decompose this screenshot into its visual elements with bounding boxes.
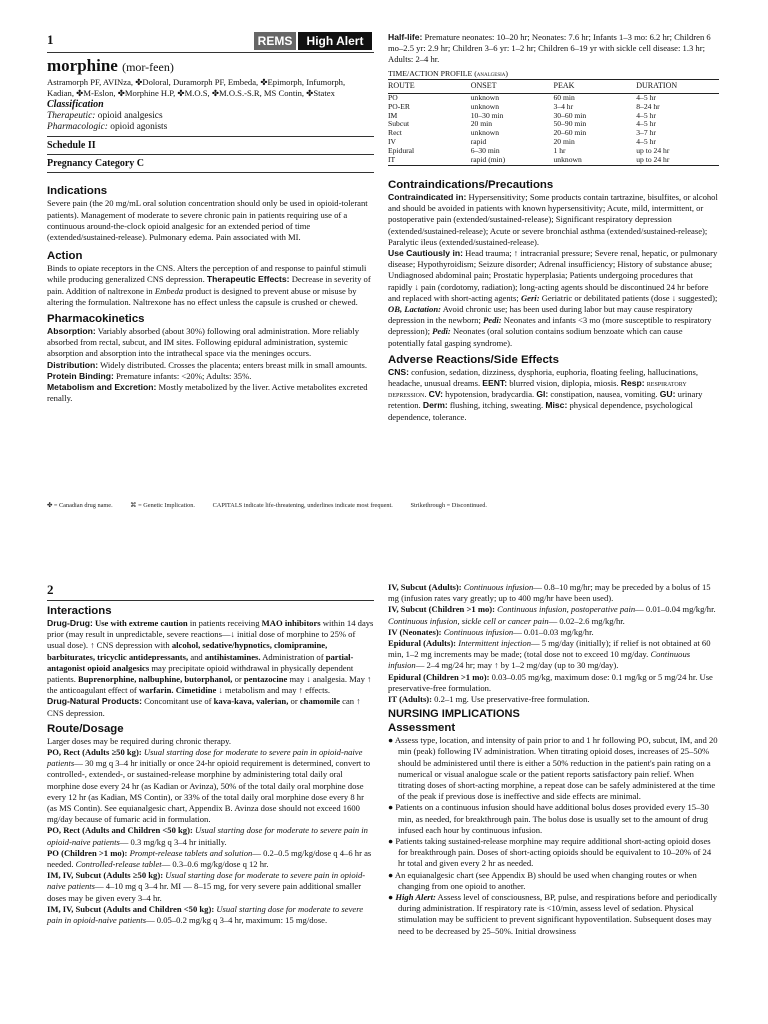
im-iv-subcut-children: IM, IV, Subcut (Adults and Children <50 kg): Usual starting dose for moderate to severe pain in opioid-naive patients— 0.05–0.2 mg/kg q 3–4 hr, maximum: 15 mg/dose. [47,903,364,926]
table-cell: 6–30 min [470,146,500,156]
bullet-icon: ● [388,869,395,880]
epidural-children: Epidural (Children >1 mo): 0.03–0.05 mg/kg, maximum dose: 0.1 mg/kg or 5 mg/24 hr. Use preservative-free formulation. [388,671,713,693]
drug-name: morphine [47,56,118,75]
indications-heading: Indications [47,185,108,198]
pronunciation: (mor-feen) [122,60,174,74]
time-action-table [388,79,719,166]
footnote [47,502,727,509]
brand-names: Astramorph PF, AVINza, ✤Doloral, Duramorph PF, Embeda, ✤Epimorph, Infumorph, Kadian, ✤M-Eslon, ✤Morphine H.P, ✤M.O.S, ✤M.O.S.-S.R, MS Contin, ✤Statex [47,77,346,99]
pregnancy-category: Pregnancy Category C [47,158,145,170]
action-heading: Action [47,250,83,263]
drug-drug: Drug-Drug: Use with extreme caution in patients receiving MAO inhibitors within 14 days prior (may result in unpredictable, severe reactions—↓ initial dose of morphine to 25% of usual dose). ↑ CNS depression with alcohol, sedative/hypnotics, clomipramine, barbiturates, tricyclic antidepressants, and antihistamines. Administration of partial-antagonist opioid analgesics may precipitate opioid withdrawal in physically dependent patients. Buprenorphine, nalbuphine, butorphanol, or pentazocine may ↓ analgesia. May ↑ the anticoagulant effect of warfarin. Cimetidine ↓ metabolism and may ↑ effects. [47,618,374,696]
contraindicated-in: Contraindicated in: Hypersensitivity; Some products contain tartrazine, bisulfites, or alcohol and should be avoided in patients with known hypersensitivity; Acute, mild, intermittent, or postoperative pain (extended/sustained-release); Significant respiratory depression (extended/sustained-release); Acute or severe bronchial asthma (extended/sustained-release); Paralytic ileus (extended/sustained-release). [388,191,718,247]
footnote-strike: Strikethrough = Discontinued. [410,502,487,509]
iv-subcut-adults: IV, Subcut (Adults): Continuous infusion— 0.8–10 mg/hr; may be preceded by a bolus of 15 mg (infusion rates vary greatly; up to 400 mg/hr have been used). [388,582,711,604]
page-number-2: 2 [47,582,54,597]
table-cell: 4–5 hr [636,92,656,102]
table-cell: 20–60 min [553,128,587,138]
classification-heading: Classification [47,99,104,111]
table-cell: IT [388,156,471,165]
epidural-adults: Epidural (Adults): Intermittent injection— 5 mg/day (initially); if relief is not obtained at 60 min, 1–2 mg increments may be made; (total dose not to exceed 10 mg/day. Continuous infusion— 2–4 mg/24 hr; may ↑ by 1–2 mg/day (up to 30 mg/day). [388,638,711,671]
half-life: Half-life: Premature neonates: 10–20 hr; Neonates: 7.6 hr; Infants 1–3 mo: 6.2 hr; Children 6 mo–2.5 yr: 2.9 hr; Children 3–6 yr: 1–2 hr; Children 6–19 yr with sickle cell disease: 1.3 hr; Adults: 2–4 hr. [388,32,711,65]
th-route: ROUTE [388,79,471,93]
pharmacologic-label: Pharmacologic: [47,121,108,132]
footnote-capitals: CAPITALS indicate life-threatening, underlines indicate most frequent. [212,502,393,509]
pharmacologic-value: opioid agonists [110,121,168,132]
table-cell: up to 24 hr [636,156,719,165]
table-cell: 4–5 hr [636,137,656,147]
table-cell: 20 min [553,137,575,147]
table-cell: rapid (min) [471,156,554,165]
route-dosage-heading: Route/Dosage [47,722,124,735]
footnote-genetic: ⌘ = Genetic Implication. [130,502,195,509]
list-item: ● Patients on a continuous infusion should have additional bolus doses provided every 15–30 min, as needed, for breakthrough pain. The bolus dose is usually set to the amount of drug infused each hour by continuous infusion. [388,802,709,835]
bullet-icon: ● [388,802,396,813]
assessment-heading: Assessment [388,722,456,735]
th-duration: DURATION [636,79,719,93]
bullet-icon: ● [388,735,395,746]
drug-natural-products: Drug-Natural Products: Concomitant use of kava-kava, valerian, or chamomile can ↑ CNS depression. [47,696,361,718]
bullet-icon: ● [388,836,396,847]
page1-left-column [47,52,374,404]
po-rect-adults: PO, Rect (Adults ≥50 kg): Usual starting dose for moderate to severe pain in opioid-naive patients— 30 mg q 3–4 hr initially or once 24-hr opioid requirement is determined, convert to controlled-, extended-, or sustained-release morphine by administering total daily oral morphine dose every 24 hr (as Kadian or Avinza), 50% of the total daily oral morphine dose every 12 hr (as Kadian, MS Contin), or 33% of the total daily oral morphine dose every 8 hr (as MS Contin). See equianalgesic chart, Appendix B. Avinza dose should not exceed 1600 mg/day because of fumaric acid in formulation. [47,747,371,825]
table-cell: 8–24 hr [636,101,660,111]
table-cell: PO-ER [388,101,410,111]
table-cell: 30–60 min [553,110,587,120]
table-cell: unknown [470,92,500,102]
table-cell: 50–90 min [553,119,587,129]
list-item: ● An equianalgesic chart (see Appendix B) should be used when changing routes or when changing from one opioid to another. [388,869,697,891]
iv-neonates: IV (Neonates): Continuous infusion— 0.01–0.03 mg/kg/hr. [388,626,594,637]
list-item: ● Patients taking sustained-release morphine may require additional short-acting opioid doses for breakthrough pain. Doses of short-acting opioids should be equivalent to 10–20% of 24 hr total and given every 2 hr as needed. [388,836,712,869]
table-cell: Subcut [388,119,410,129]
time-action-title: TIME/ACTION PROFILE (analgesia) [388,68,508,78]
nursing-implications-heading: NURSING IMPLICATIONS [388,708,520,721]
table-cell: IV [388,137,397,147]
th-peak: PEAK [554,79,637,93]
table-cell: PO [388,92,398,102]
po-children: PO (Children >1 mo): Prompt-release tablets and solution— 0.2–0.5 mg/kg/dose q 4–6 hr as needed. Controlled-release tablet— 0.3–0.6 mg/kg/dose q 12 hr. [47,847,372,870]
page1-right-column [388,32,719,423]
high-alert-item: ● High Alert: Assess level of consciousness, BP, pulse, and respirations before and periodically during administration. If respiratory rate is <10/min, assess level of sedation. Physical stimulation may be sufficient to prevent significant hypoventilation. Subsequent doses may need to be decreased by 25–50%. Initial drowsiness [388,892,718,936]
page2-right-column [388,582,719,937]
use-cautiously-in: Use Cautiously in: Head trauma; ↑ intracranial pressure; Severe renal, hepatic, or pulmonary disease; Hypothyroidism; Seizure disorder; Adrenal insufficiency; History of substance abuse; Undiagnosed abdominal pain; Prostatic hyperplasia; Patients undergoing procedures that rapidly ↓ pain (cordotomy, radiation); long-acting agents should be discontinued 24 hr before and replaced with short-acting agents; Geri: Geriatric or debilitated patients (dose ↓ suggested); OB, Lactation: Avoid chronic use; has been used during labor but may cause respiratory depression in the newborn; Pedi: Neonates and infants <3 mo (more susceptible to respiratory depression); Pedi: Neonates (oral solution contains sodium benzoate which can cause potentially fatal gasping syndrome). [388,247,718,348]
therapeutic-label: Therapeutic: [47,110,96,121]
table-cell: unknown [554,156,637,165]
table-cell: 3–7 hr [636,128,656,138]
assessment-list [388,735,719,892]
adverse-reactions-heading: Adverse Reactions/Side Effects [388,353,559,366]
table-cell: Rect [388,128,402,138]
iv-subcut-children: IV, Subcut (Children >1 mo): Continuous infusion, postoperative pain— 0.01–0.04 mg/kg/hr. Continuous infusion, sickle cell or cancer pain— 0.02–2.6 mg/kg/hr. [388,604,716,626]
table-cell: 1 hr [553,146,566,156]
list-item: ● Assess type, location, and intensity of pain prior to and 1 hr following PO, subcut, IM, and 20 min (peak) following IV administration. When titrating opioid doses, increases of 25–50% should be administered until there is either a 50% reduction in the patient's pain rating on a numerical or visual analogue scale or the patient reports satisfactory pain relief. When titrating doses of short-acting morphine, a repeat dose can be safely administered at the time of the peak if previous dose is ineffective and side effects are minimal. [388,735,718,802]
table-cell: 20 min [470,119,493,129]
table-cell: 4–5 hr [636,119,656,129]
table-cell: 3–4 hr [553,101,574,111]
page-number: 1 [47,32,54,47]
protein-binding: Protein Binding: Premature infants: <20%; Adults: 35%. [47,370,252,381]
page-2 [0,580,768,1024]
table-cell: 60 min [553,92,575,102]
po-rect-children: PO, Rect (Adults and Children <50 kg): Usual starting dose for moderate to severe pain in opioid-naive patients— 0.3 mg/kg q 3–4 hr initially. [47,825,368,847]
contraindications-heading: Contraindications/Precautions [388,178,554,191]
pharmacokinetics-heading: Pharmacokinetics [47,313,145,326]
table-cell: 10–30 min [470,110,504,120]
im-iv-subcut-adults: IM, IV, Subcut (Adults ≥50 kg): Usual starting dose for moderate to severe pain in opioid-naive patients— 4–10 mg q 3–4 hr. MI — 8–15 mg, for very severe pain additional smaller doses may be given every 3–4 hr. [47,870,366,903]
route-intro: Larger doses may be required during chronic therapy. [47,735,231,746]
table-cell: up to 24 hr [636,146,670,156]
absorption: Absorption: Variably absorbed (about 30%) following oral administration. More reliably absorbed from rectal, subcut, and IM sites. Following epidural administration, systemic absorption and absorption into the intrathecal space via the meninges occurs. [47,326,360,359]
table-cell: unknown [470,101,500,111]
it-adults: IT (Adults): 0.2–1 mg. Use preservative-free formulation. [388,694,590,705]
table-cell: rapid [470,137,487,147]
distribution: Distribution: Widely distributed. Crosses the placenta; enters breast milk in small amounts. [47,359,368,370]
indications-text: Severe pain (the 20 mg/mL oral solution concentration should only be used in opioid-tolerant patients). Management of moderate to severe chronic pain in patients requiring use of a continuous around-the-clock opioid analgesic for an extended period of time (extended/sustained-release). Pulmonary edema. Pain associated with MI. [47,198,368,243]
footnote-canadian: ✤ = Canadian drug name. [47,502,113,509]
table-row [388,156,719,165]
rems-badge: REMS [254,32,296,50]
schedule: Schedule II [47,140,96,152]
therapeutic-value: opioid analgesics [97,110,163,121]
action-text: Binds to opiate receptors in the CNS. Alters the perception of and response to painful stimuli while producing generalized CNS depression. Therapeutic Effects: Decrease in severity of pain. Addition of naltrexone in Embeda product is designed to prevent abuse or misuse by altering the formulation. Naltrexone has no effect unless the capsule is crushed or chewed. [47,263,371,307]
high-alert-badge: High Alert [298,32,372,50]
table-cell: IM [388,110,398,120]
page2-left-column [47,600,374,926]
interactions-heading: Interactions [47,605,112,617]
table-cell: Epidural [388,146,415,156]
adverse-reactions-text: CNS: confusion, sedation, dizziness, dysphoria, euphoria, floating feeling, hallucinations, headache, unusual dreams. EENT: blurred vision, diplopia, miosis. Resp: respiratory depression. CV: hypotension, bradycardia. GI: constipation, nausea, vomiting. GU: urinary retention. Derm: flushing, itching, sweating. Misc: physical dependence, psychological dependence, tolerance. [388,366,703,422]
metabolism: Metabolism and Excretion: Mostly metabolized by the liver. Active metabolites excreted renally. [47,382,368,404]
th-onset: ONSET [471,79,554,93]
table-cell: unknown [470,128,500,138]
table-cell: 4–5 hr [636,110,656,120]
